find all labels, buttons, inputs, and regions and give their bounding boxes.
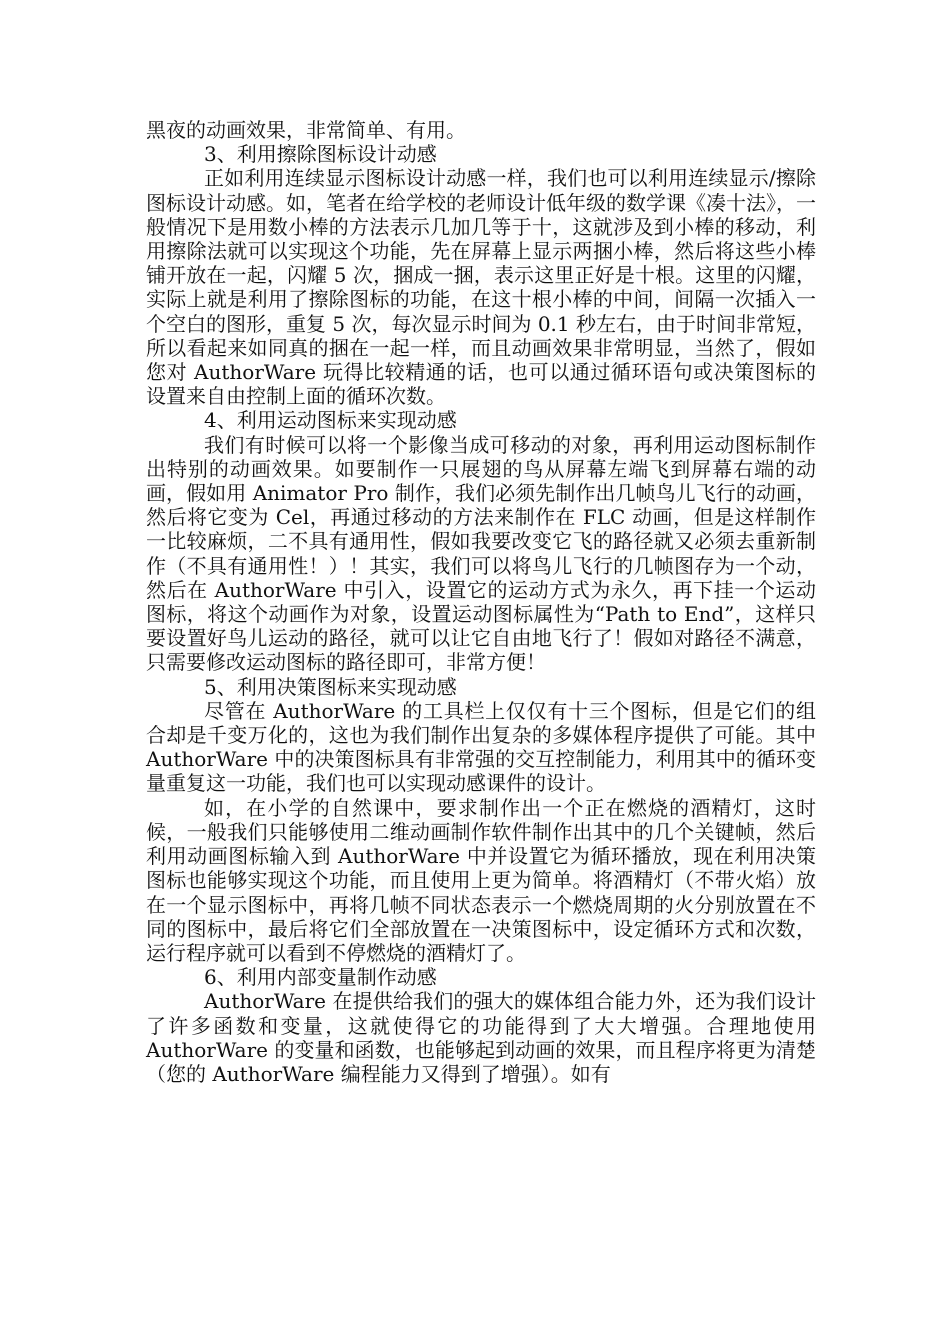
body-paragraph: 尽管在 AuthorWare 的工具栏上仅仅有十三个图标，但是它们的组合却是千变万化的，这也为我们制作出复杂的多媒体程序提供了可能。其中 AuthorWare 中的决策图标具有非常强的交互控制能力，利用其中的循环变量重复这一功能，我们也可以实现动感课件的设计。	[146, 698, 816, 796]
body-paragraph: 正如利用连续显示图标设计动感一样，我们也可以利用连续显示/擦除图标设计动感。如，笔者在给学校的老师设计低年级的数学课《凑十法》，一般情况下是用数小棒的方法表示几加几等于十，这就涉及到小棒的移动，利用擦除法就可以实现这个功能，先在屏幕上显示两捆小棒，然后将这些小棒铺开放在一起，闪耀 5 次，捆成一捆，表示这里正好是十根。这里的闪耀，实际上就是利用了擦除图标的功能，在这十根小棒的中间，间隔一次插入一个空白的图形，重复 5 次，每次显示时间为 0.1 秒左右，由于时间非常短，所以看起来如同真的捆在一起一样，而且动画效果非常明显，当然了，假如您对 AuthorWare 玩得比较精通的话，也可以通过循环语句或决策图标的设置来自由控制上面的循环次数。	[146, 166, 816, 409]
section-heading: 4、利用运动图标来实现动感	[204, 408, 457, 433]
text-column	[146, 118, 816, 1086]
section-heading: 6、利用内部变量制作动感	[204, 965, 437, 990]
section-heading: 3、利用擦除图标设计动感	[204, 142, 437, 167]
body-paragraph: 黑夜的动画效果，非常简单、有用。	[146, 118, 466, 142]
body-paragraph: AuthorWare 在提供给我们的强大的媒体组合能力外，还为我们设计了许多函数和变量，这就使得它的功能得到了大大增强。合理地使用 AuthorWare 的变量和函数，也能够起到动画的效果，而且程序将更为清楚（您的 AuthorWare 编程能力又得到了增强）。如有	[146, 989, 816, 1086]
body-paragraph: 如，在小学的自然课中，要求制作出一个正在燃烧的酒精灯，这时候，一般我们只能够使用二维动画制作软件制作出其中的几个关键帧，然后利用动画图标输入到 AuthorWare 中并设置它为循环播放，现在利用决策图标也能够实现这个功能，而且使用上更为简单。将酒精灯（不带火焰）放在一个显示图标中，再将几帧不同状态表示一个燃烧周期的火分别放置在不同的图标中，最后将它们全部放置在一决策图标中，设定循环方式和次数，运行程序就可以看到不停燃烧的酒精灯了。	[146, 795, 816, 965]
body-paragraph: 我们有时候可以将一个影像当成可移动的对象，再利用运动图标制作出特别的动画效果。如要制作一只展翅的鸟从屏幕左端飞到屏幕右端的动画，假如用 Animator Pro 制作，我们必须先制作出几帧鸟儿飞行的动画，然后将它变为 Cel，再通过移动的方法来制作在 FLC 动画，但是这样制作一比较麻烦，二不具有通用性，假如我要改变它飞的路径就又必须去重新制作（不具有通用性！）！其实，我们可以将鸟儿飞行的几帧图存为一个动，然后在 AuthorWare 中引入，设置它的运动方式为永久，再下挂一个运动图标，将这个动画作为对象，设置运动图标属性为“Path to End”，这样只要设置好鸟儿运动的路径，就可以让它自由地飞行了！假如对路径不满意，只需要修改运动图标的路径即可，非常方便！	[146, 432, 816, 675]
section-heading: 5、利用决策图标来实现动感	[204, 674, 457, 699]
